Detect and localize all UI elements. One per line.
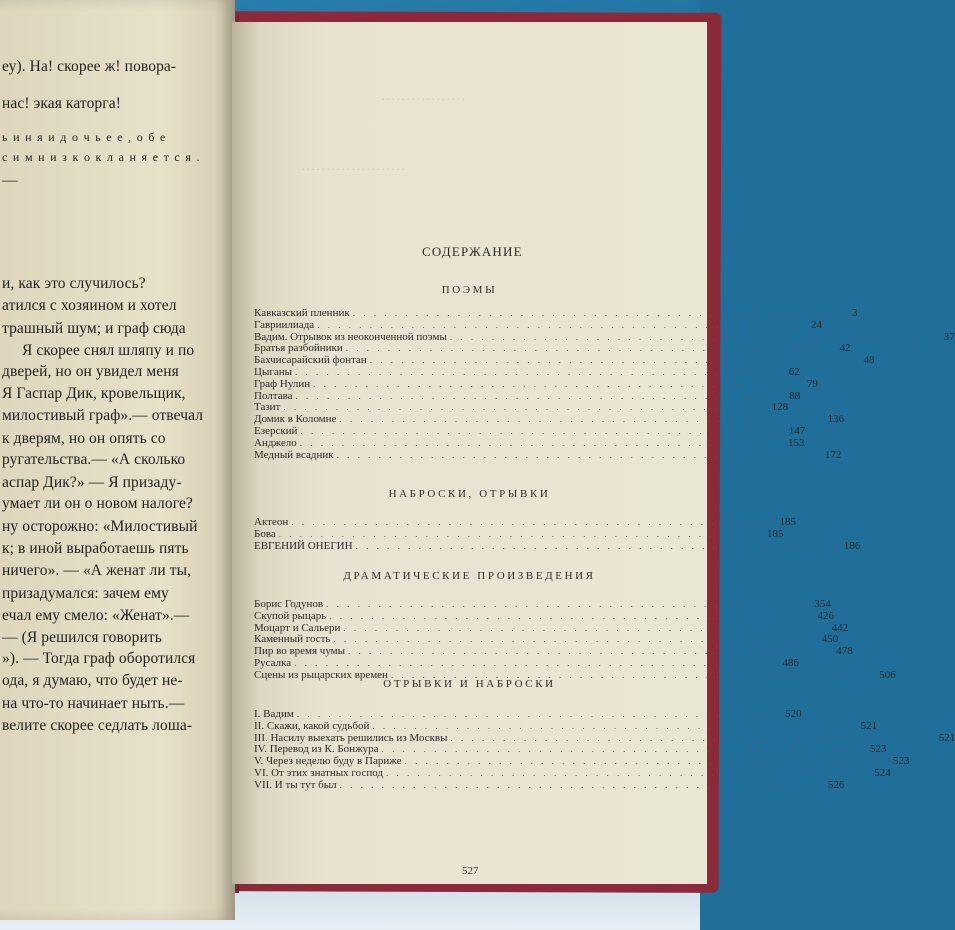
page-number: 527 <box>462 865 479 877</box>
toc-entry-title: Вадим. Отрывок из неоконченной поэмы <box>254 330 447 343</box>
toc-entry-title: III. Насилу выехать решились из Москвы <box>254 731 448 744</box>
left-page-text-line: Я Гаспар Дик, кровельщик, <box>2 385 186 402</box>
toc-entry-page: 88 <box>789 389 801 402</box>
toc-leader-dots: . . . . . . . . . . . . . . . . . . . . . . . . . . . . . . . . . . . . . . . . . . . . . . <box>348 646 826 657</box>
toc-leader-dots: . . . . . . . . . . . . . . . . . . . . . . . . . . . . . . . . . . . . . . . . . . . . . . <box>355 540 834 551</box>
toc-leader-dots: . . . . . . . . . . . . . . . . . . . . . . . . . . . . . . . . . . . . . . . . . . . . . . <box>343 622 822 633</box>
toc-entry-page: 506 <box>879 668 896 681</box>
toc-entry-title: Актеон <box>254 516 289 528</box>
left-page-text-line: — <box>2 172 18 189</box>
toc-entry-title: Тазит <box>254 401 281 414</box>
toc-entry-title: Скупой рыцарь <box>254 609 327 622</box>
toc-leader-dots: . . . . . . . . . . . . . . . . . . . . . . . . . . . . . . . . . . . . . . . . . . . . . . <box>339 779 818 790</box>
toc-entry-page: 523 <box>869 743 887 756</box>
toc-entry-title: Цыганы <box>254 366 293 378</box>
left-page-text-line: ругательства.— «А сколько <box>2 451 186 468</box>
toc-entry-title: Пир во время чумы <box>254 645 346 658</box>
toc-entry-page: 442 <box>831 621 849 634</box>
toc-entry-page: 79 <box>806 377 818 390</box>
toc-entry-page: 486 <box>782 657 799 669</box>
toc-section-heading: НАБРОСКИ, ОТРЫВКИ <box>388 488 551 500</box>
toc-entry-title: Моцарт и Сальери <box>254 621 341 634</box>
toc-entry-page: 185 <box>767 527 784 540</box>
left-page-text-line: Я скорее снял шляпу и по <box>22 342 195 359</box>
toc-entry-page: 136 <box>827 413 845 426</box>
left-page-text-line: ну осторожно: «Милостивый <box>2 518 198 535</box>
toc-entry-title: Бова <box>254 527 276 540</box>
toc-entry-page: 147 <box>788 425 806 437</box>
toc-leader-dots: . . . . . . . . . . . . . . . . . . . . . . . . . . . . . . . . . . . . . . . . . . . . . . <box>390 669 869 680</box>
toc-entry-page: 172 <box>824 448 842 461</box>
toc-entry-page: 3 <box>851 307 858 319</box>
toc-entry-title: Борис Годунов <box>254 598 324 610</box>
toc-entry <box>254 538 861 552</box>
toc-title: СОДЕРЖАНИЕ <box>422 244 523 259</box>
toc-section-heading: ПОЭМЫ <box>441 284 498 296</box>
toc-entry-title: IV. Перевод из К. Бонжура <box>254 743 379 756</box>
toc-entry-page: 521 <box>860 719 878 732</box>
toc-entry-page: 478 <box>836 645 853 658</box>
toc-entry-page: 450 <box>821 633 839 646</box>
left-page-text-line: еу). На! скорее ж! повора- <box>2 58 177 75</box>
toc-leader-dots: . . . . . . . . . . . . . . . . . . . . . . . . . . . . . . . . . . . . . . . . . . . . . . <box>296 709 775 719</box>
toc-entry-title: Сцены из рыцарских времен <box>254 668 388 681</box>
toc-entry-page: 153 <box>788 436 805 449</box>
toc-leader-dots: . . . . . . . . . . . . . . . . . . . . . . . . . . . . . . . . . . . . . . . . . . . . . . <box>295 367 773 377</box>
toc-leader-dots: . . . . . . . . . . . . . . . . . . . . . . . . . . . . . . . . . . . . . . . . . . . . . . <box>450 732 929 743</box>
toc-entry-title: ЕВГЕНИЙ ОНЕГИН <box>254 539 353 552</box>
left-page-text-line: атился с хозяином и хотел <box>2 297 177 314</box>
toc-entry-title: Бахчисарайский фонтан <box>254 354 367 367</box>
toc-leader-dots: . . . . . . . . . . . . . . . . . . . . . . . . . . . . . . . . . . . . . . . . . . . . . . <box>326 599 804 609</box>
toc-entry-title: Русалка <box>254 657 292 669</box>
toc-entry-title: Братья разбойники <box>254 342 343 355</box>
toc-leader-dots: . . . . . . . . . . . . . . . . . . . . . . . . . . . . . . . . . . . . . . . . . . . . . . <box>313 378 791 389</box>
toc-leader-dots: . . . . . . . . . . . . . . . . . . . . . . . . . . . . . . . . . . . . . . . . . . . . . . <box>381 744 860 755</box>
toc-entry <box>254 777 845 791</box>
toc-leader-dots: . . . . . . . . . . . . . . . . . . . . . . . . . . . . . . . . . . . . . . . . . . . . . . <box>404 756 883 767</box>
toc-entry-page: 524 <box>874 767 891 779</box>
left-page-text-line: призадумался: зачем ему <box>2 585 169 602</box>
toc-entry-page: 24 <box>810 318 822 331</box>
left-page-text-line: велите скорее седлать лоша- <box>2 717 193 734</box>
left-page-text-line: нас! экая каторга! <box>2 95 121 112</box>
toc-leader-dots: . . . . . . . . . . . . . . . . . . . . . . . . . . . . . . . . . . . . . . . . . . . . . . <box>352 308 831 318</box>
toc-leader-dots: . . . . . . . . . . . . . . . . . . . . . . . . . . . . . . . . . . . . . . . . . . . . . . <box>283 402 762 413</box>
toc-leader-dots: . . . . . . . . . . . . . . . . . . . . . . . . . . . . . . . . . . . . . . . . . . . . . . <box>291 517 769 527</box>
left-page-text-line: трашный шум; и граф сюда <box>2 320 186 337</box>
left-page-text-line: »). — Тогда граф оборотился <box>2 650 196 667</box>
toc-leader-dots: . . . . . . . . . . . . . . . . . . . . . . . . . . . . . . . . . . . . . . . . . . . . . . <box>336 449 815 460</box>
toc-entry-title: Гавриилиада <box>254 318 315 331</box>
toc-entry-title: Медный всадник <box>254 448 334 461</box>
toc-leader-dots: . . . . . . . . . . . . . . . . . . . . . . . . . . . . . . . . . . . . . . . . . . . . . . <box>317 319 795 330</box>
left-page-text-line: аспар Дик?» — Я призаду- <box>2 474 182 491</box>
toc-entry-title: Полтава <box>254 389 293 402</box>
left-page-text-line: умает ли он о новом налоге? <box>2 495 193 512</box>
right-page-contents <box>232 22 955 884</box>
toc-entry <box>254 447 842 461</box>
toc-leader-dots: . . . . . . . . . . . . . . . . . . . . . . . . . . . . . . . . . . . . . . . . . . . . . . <box>345 343 824 354</box>
toc-entry-page: 523 <box>892 755 910 768</box>
left-page-text-line: на что-то начинает ныть.— <box>2 695 185 712</box>
bleed-through-text: . . . . . . . . . . . . . . . . . <box>382 92 465 103</box>
left-page <box>0 0 235 920</box>
toc-entry-page: 185 <box>779 516 796 528</box>
bleed-through-text: . . . . . . . . . . . . . . . . . . . . . <box>302 162 405 173</box>
left-page-text-line: с и м н и з к о к л а н я е т с я . <box>2 150 201 164</box>
toc-entry-title: V. Через неделю буду в Париже <box>254 755 402 768</box>
toc-leader-dots: . . . . . . . . . . . . . . . . . . . . . . . . . . . . . . . . . . . . . . . . . . . . . . <box>386 768 864 778</box>
left-page-text-line: и, как это случилось? <box>2 275 146 292</box>
toc-leader-dots: . . . . . . . . . . . . . . . . . . . . . . . . . . . . . . . . . . . . . . . . . . . . . . <box>339 414 818 425</box>
toc-entry-page: 354 <box>814 598 831 610</box>
toc-entry-title: Кавказский пленник <box>254 307 350 319</box>
toc-entry-title: II. Скажи, какой судьбой <box>254 719 370 732</box>
left-page-text-line: — (Я решился говорить <box>2 629 162 646</box>
toc-entry-title: VI. От этих знатных господ <box>254 767 383 779</box>
toc-leader-dots: . . . . . . . . . . . . . . . . . . . . . . . . . . . . . . . . . . . . . . . . . . . . . . <box>372 720 851 731</box>
toc-entry-page: 526 <box>827 778 845 791</box>
toc-entry-page: 37 <box>943 330 955 343</box>
toc-section-heading: ДРАМАТИЧЕСКИЕ ПРОИЗВЕДЕНИЯ <box>343 570 596 582</box>
left-page-text-line: к; в иной выработаешь пять <box>2 540 189 557</box>
toc-entry-page: 186 <box>843 539 861 552</box>
toc-leader-dots: . . . . . . . . . . . . . . . . . . . . . . . . . . . . . . . . . . . . . . . . . . . . . . <box>329 610 807 621</box>
toc-leader-dots: . . . . . . . . . . . . . . . . . . . . . . . . . . . . . . . . . . . . . . . . . . . . . . <box>299 437 778 448</box>
toc-leader-dots: . . . . . . . . . . . . . . . . . . . . . . . . . . . . . . . . . . . . . . . . . . . . . . <box>449 331 928 342</box>
left-page-text-line: дверей, но он увидел меня <box>2 363 179 380</box>
toc-entry-title: VII. И ты тут был <box>254 778 337 791</box>
left-page-text-line: ечал ему смело: «Женат».— <box>2 607 190 624</box>
toc-leader-dots: . . . . . . . . . . . . . . . . . . . . . . . . . . . . . . . . . . . . . . . . . . . . . . <box>300 426 779 436</box>
left-page-text-line: к дверям, но он опять со <box>2 430 166 447</box>
toc-entry-title: Домик в Коломне <box>254 413 337 426</box>
toc-entry-page: 62 <box>788 366 800 378</box>
toc-entry-title: Езерский <box>254 425 298 437</box>
toc-leader-dots: . . . . . . . . . . . . . . . . . . . . . . . . . . . . . . . . . . . . . . . . . . . . . . <box>369 355 848 366</box>
toc-entry-page: 426 <box>817 609 834 622</box>
toc-entry-page: 42 <box>839 342 851 355</box>
toc-section-heading: ОТРЫВКИ И НАБРОСКИ <box>383 678 556 690</box>
toc-entry-title: Граф Нулин <box>254 377 311 390</box>
left-page-text-line: ода, я думаю, что будет не- <box>2 672 183 689</box>
toc-entry-page: 128 <box>771 401 789 414</box>
toc-entry-title: I. Вадим <box>254 708 294 720</box>
toc-leader-dots: . . . . . . . . . . . . . . . . . . . . . . . . . . . . . . . . . . . . . . . . . . . . . . <box>278 528 757 539</box>
left-page-text-line: милостивый граф».— отвечал <box>2 407 204 424</box>
toc-entry-title: Анджело <box>254 436 297 449</box>
left-page-text-line: ничего». — «А женат ли ты, <box>2 562 192 579</box>
toc-leader-dots: . . . . . . . . . . . . . . . . . . . . . . . . . . . . . . . . . . . . . . . . . . . . . . <box>333 634 812 645</box>
toc-entry-page: 48 <box>863 354 875 367</box>
left-page-text-line: ь и н я и д о ч ь е е , о б е <box>2 130 167 144</box>
toc-entry-page: 521 <box>938 731 955 744</box>
toc-leader-dots: . . . . . . . . . . . . . . . . . . . . . . . . . . . . . . . . . . . . . . . . . . . . . . <box>294 658 772 668</box>
toc-entry-title: Каменный гость <box>254 633 331 646</box>
toc-leader-dots: . . . . . . . . . . . . . . . . . . . . . . . . . . . . . . . . . . . . . . . . . . . . . . <box>295 390 774 401</box>
toc-entry-page: 520 <box>785 708 802 720</box>
